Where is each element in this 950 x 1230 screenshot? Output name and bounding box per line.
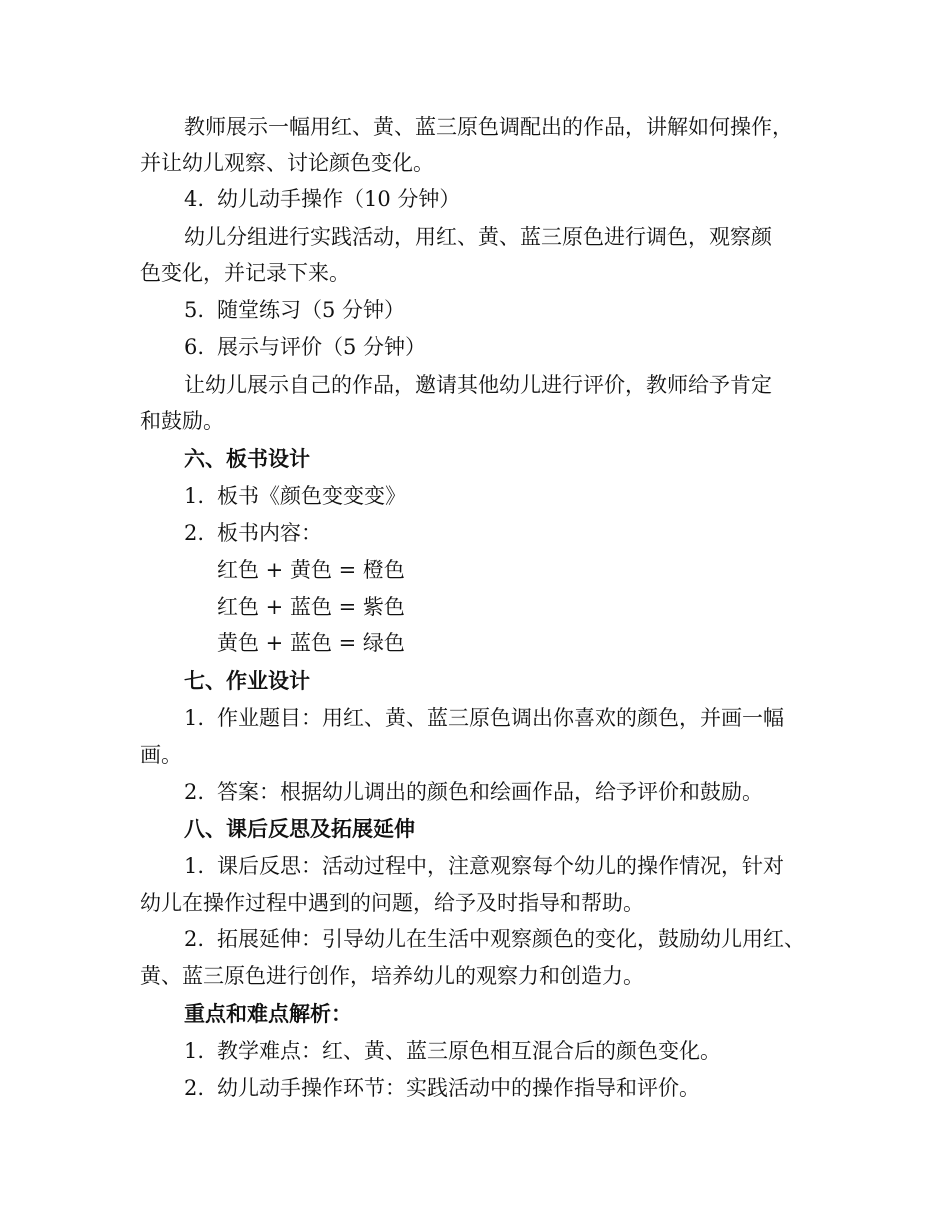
list-number: 1. <box>184 1039 205 1063</box>
section-heading-8: 八、课后反思及拓展延伸 <box>184 817 415 841</box>
paragraph-line: 黄、蓝三原色进行创作，培养幼儿的观察力和创造力。 <box>140 964 644 988</box>
list-text: 幼儿动手操作（10 分钟） <box>217 187 461 211</box>
list-number: 1. <box>184 854 205 878</box>
list-item-board-1 <box>184 481 406 511</box>
color-formula: 红色 + 黄色 = 橙色 <box>217 558 405 582</box>
list-text: 教学难点：红、黄、蓝三原色相互混合后的颜色变化。 <box>217 1039 721 1063</box>
list-text: 幼儿动手操作环节：实践活动中的操作指导和评价。 <box>217 1076 700 1100</box>
list-item-reflection-2 <box>184 924 805 954</box>
list-item-board-2 <box>184 518 322 548</box>
list-number: 2. <box>184 521 205 545</box>
list-item-reflection-1 <box>184 851 784 881</box>
list-item-homework-2 <box>184 777 763 807</box>
color-formula: 黄色 + 蓝色 = 绿色 <box>217 631 405 655</box>
paragraph-line: 并让幼儿观察、讨论颜色变化。 <box>140 151 434 175</box>
paragraph-line: 幼儿分组进行实践活动，用红、黄、蓝三原色进行调色，观察颜 <box>184 225 772 249</box>
list-item-key-2 <box>184 1073 700 1103</box>
list-number: 6. <box>184 335 205 359</box>
color-formula: 红色 + 蓝色 = 紫色 <box>217 595 405 619</box>
list-item-homework-1 <box>184 703 784 733</box>
list-text: 板书内容： <box>217 521 322 545</box>
paragraph-line: 让幼儿展示自己的作品，邀请其他幼儿进行评价，教师给予肯定 <box>184 373 772 397</box>
list-text: 作业题目：用红、黄、蓝三原色调出你喜欢的颜色，并画一幅 <box>217 706 784 730</box>
section-heading-7: 七、作业设计 <box>184 669 310 693</box>
paragraph-line: 和鼓励。 <box>140 409 224 433</box>
paragraph-line: 色变化，并记录下来。 <box>140 261 350 285</box>
list-text: 随堂练习（5 分钟） <box>217 298 406 322</box>
list-text: 展示与评价（5 分钟） <box>217 335 427 359</box>
list-number: 2. <box>184 1076 205 1100</box>
list-number: 5. <box>184 298 205 322</box>
list-text: 答案：根据幼儿调出的颜色和绘画作品，给予评价和鼓励。 <box>217 780 763 804</box>
section-heading-6: 六、板书设计 <box>184 447 310 471</box>
list-item-key-1 <box>184 1036 721 1066</box>
list-number: 1. <box>184 484 205 508</box>
paragraph-line: 幼儿在操作过程中遇到的问题，给予及时指导和帮助。 <box>140 891 644 915</box>
list-number: 2. <box>184 927 205 951</box>
paragraph-line: 画。 <box>140 743 182 767</box>
list-item-step-6 <box>184 332 426 362</box>
list-text: 拓展延伸：引导幼儿在生活中观察颜色的变化，鼓励幼儿用红、 <box>217 927 805 951</box>
list-text: 课后反思：活动过程中，注意观察每个幼儿的操作情况，针对 <box>217 854 784 878</box>
list-number: 1. <box>184 706 205 730</box>
list-item-step-5 <box>184 295 405 325</box>
section-heading-key-points: 重点和难点解析： <box>184 1002 352 1026</box>
list-text: 板书《颜色变变变》 <box>217 484 406 508</box>
list-item-step-4 <box>184 184 460 214</box>
list-number: 2. <box>184 780 205 804</box>
list-number: 4. <box>184 187 205 211</box>
paragraph-line: 教师展示一幅用红、黄、蓝三原色调配出的作品，讲解如何操作， <box>184 115 793 139</box>
